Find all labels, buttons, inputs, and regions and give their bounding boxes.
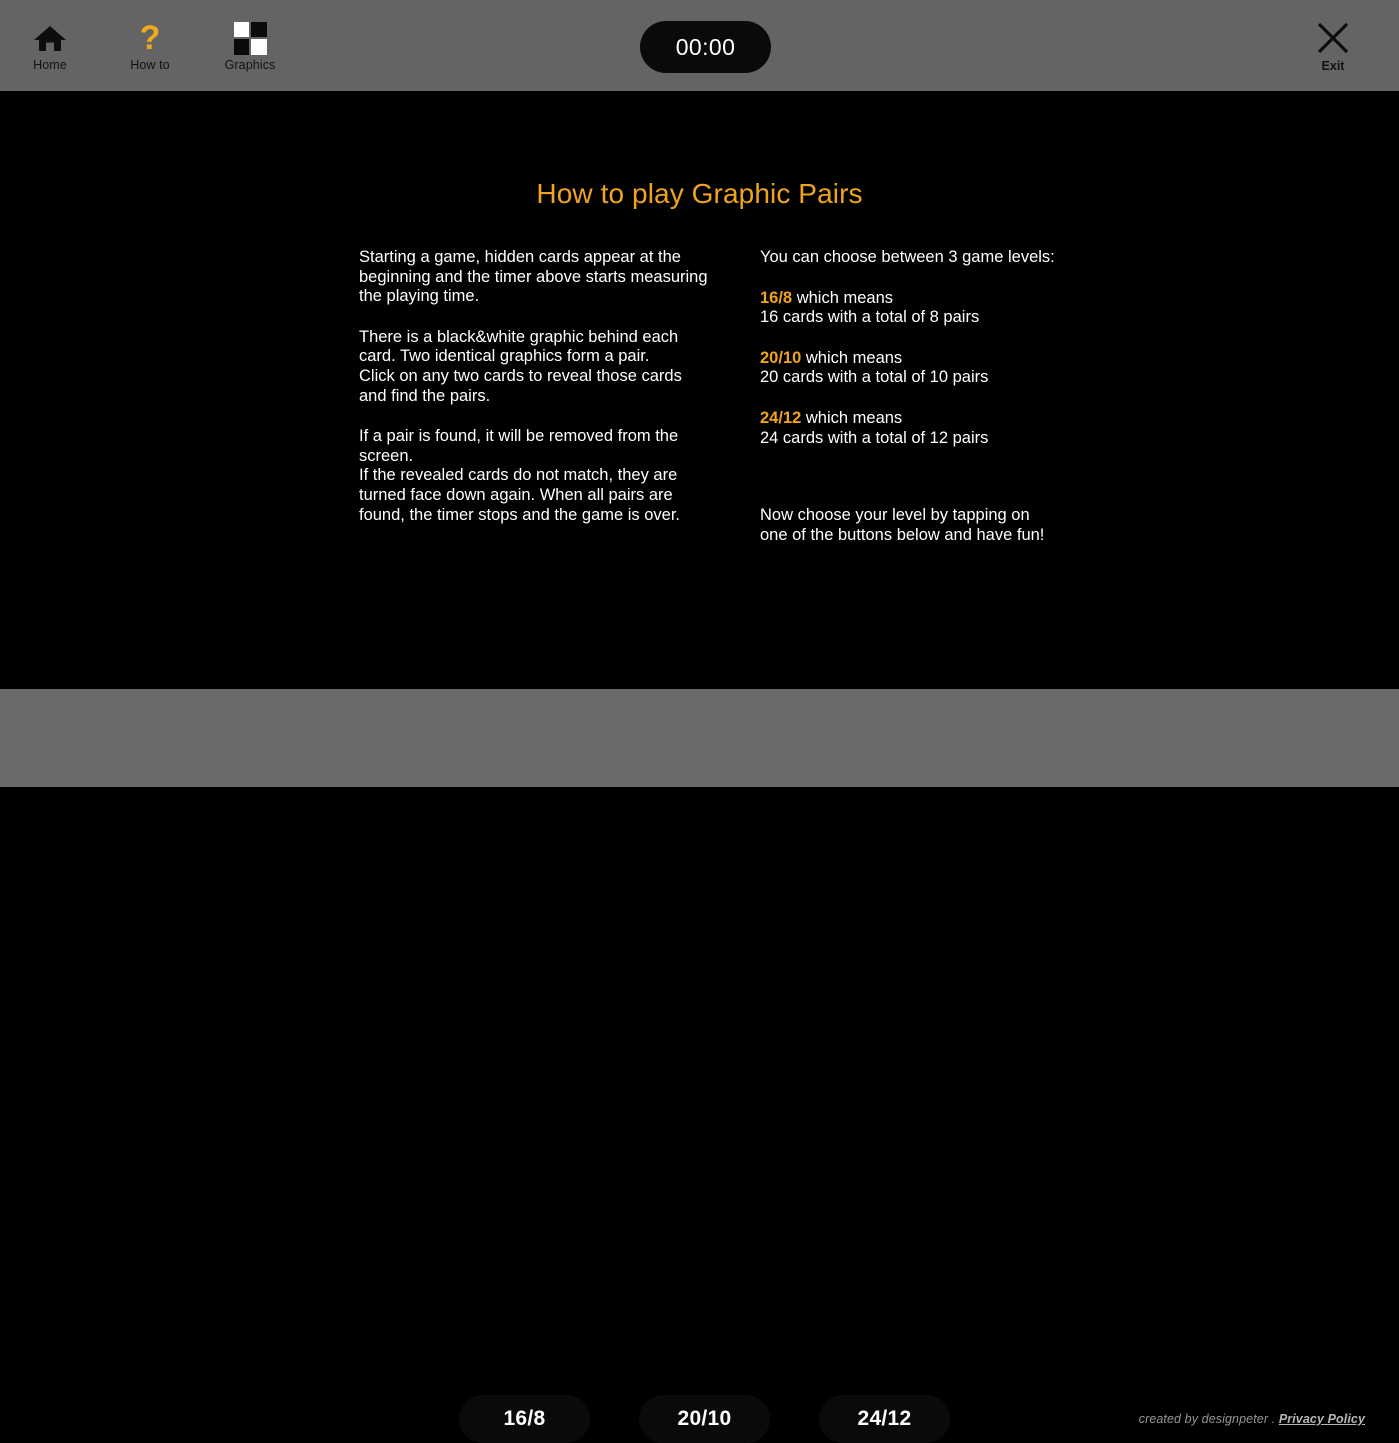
level-description-24-12 [760, 409, 1060, 448]
level-suffix: which means [792, 288, 894, 307]
levels-outro-text: Now choose your level by tapping on one of the buttons below and have fun! [760, 506, 1045, 544]
level-suffix: which means [801, 408, 903, 427]
game-timer: 00:00 [640, 21, 771, 73]
home-icon [33, 21, 67, 55]
instruction-paragraph: If a pair is found, it will be removed from the screen. [359, 427, 679, 465]
exit-button[interactable] [1283, 0, 1383, 91]
privacy-policy-link[interactable]: Privacy Policy [1278, 1412, 1365, 1426]
nav-item-how-to[interactable] [100, 0, 200, 91]
levels-intro-text: You can choose between 3 game levels: [760, 248, 1055, 266]
instructions-right-column [760, 248, 1060, 545]
nav-item-graphics[interactable] [200, 0, 300, 91]
level-code-16-8: 16/8 [760, 288, 793, 307]
level-code-24-12: 24/12 [760, 408, 802, 427]
level-button-20-10[interactable]: 20/10 [639, 1395, 770, 1443]
bottom-footer-bar [0, 689, 1399, 1430]
header-nav-group [0, 0, 300, 91]
instruction-paragraph: If the revealed cards do not match, they are turned face down again. When all pairs are found, the timer stops and the game is over. [359, 466, 681, 524]
level-description-20-10 [760, 349, 1060, 388]
instruction-paragraph: There is a black&white graphic behind each card. Two identical graphics form a pair. [359, 327, 679, 366]
main-content [0, 91, 1399, 689]
top-header-bar [0, 0, 1399, 91]
nav-item-how-to-label: How to [130, 58, 170, 72]
nav-item-home-label: Home [33, 58, 67, 72]
level-code-20-10: 20/10 [760, 348, 802, 367]
close-x-icon [1315, 18, 1351, 58]
exit-button-label: Exit [1321, 59, 1345, 73]
checkerboard-icon [234, 21, 267, 55]
instructions-left-column [359, 248, 711, 525]
level-detail-16-8: 16 cards with a total of 8 pairs [760, 308, 980, 327]
level-suffix: which means [801, 348, 903, 367]
credit-text: created by designpeter . [1138, 1412, 1279, 1426]
footer-credit [1139, 1412, 1365, 1426]
nav-item-graphics-label: Graphics [224, 58, 276, 72]
level-button-24-12[interactable]: 24/12 [819, 1395, 950, 1443]
page-title: How to play Graphic Pairs [536, 178, 863, 209]
question-mark-icon: ? [139, 19, 161, 57]
instruction-paragraph: Click on any two cards to reveal those cards and find the pairs. [359, 366, 682, 405]
level-description-16-8 [760, 289, 1060, 328]
instruction-paragraph: Starting a game, hidden cards appear at the beginning and the timer above starts measuring the playing time. [359, 248, 708, 306]
level-detail-24-12: 24 cards with a total of 12 pairs [760, 428, 989, 447]
level-detail-20-10: 20 cards with a total of 10 pairs [760, 368, 989, 387]
spacer [760, 469, 1060, 506]
nav-item-home[interactable] [0, 0, 100, 91]
level-button-16-8[interactable]: 16/8 [459, 1395, 590, 1443]
